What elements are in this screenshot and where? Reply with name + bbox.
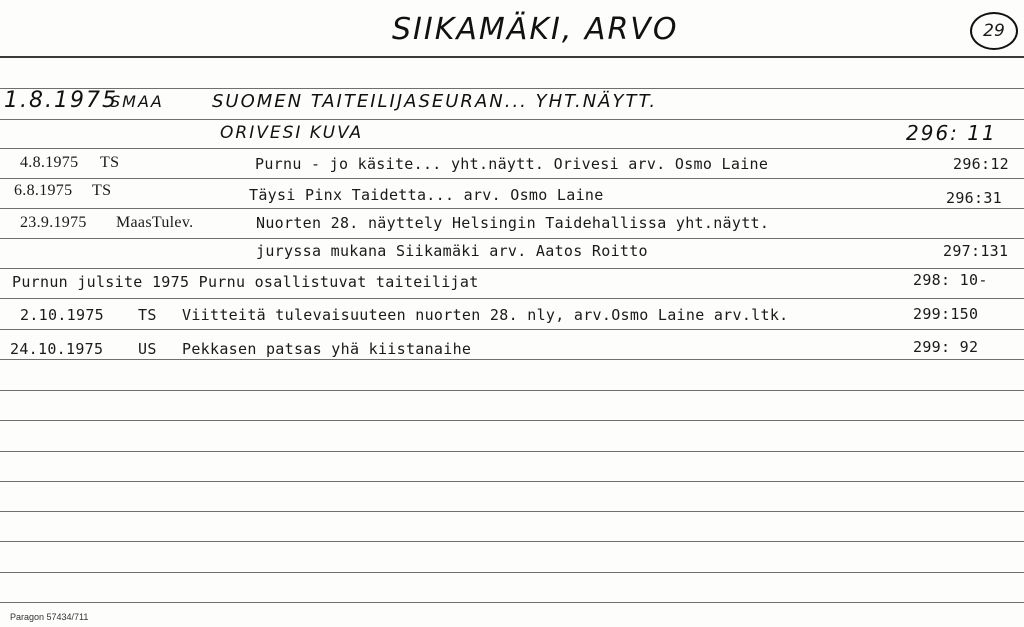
entry-7-text: Viitteitä tulevaisuuteen nuorten 28. nly, arv.Osmo Laine arv.ltk. bbox=[182, 306, 789, 324]
entry-0-source: SMAA bbox=[110, 92, 164, 111]
entry-2-ref: 296:12 bbox=[953, 155, 1009, 173]
entry-8-date: 24.10.1975 bbox=[10, 340, 104, 358]
entry-2-text: Purnu - jo käsite... yht.näytt. Orivesi arv. Osmo Laine bbox=[255, 155, 769, 173]
rule-line bbox=[0, 208, 1024, 209]
rule-line bbox=[0, 268, 1024, 269]
rule-line bbox=[0, 451, 1024, 452]
entry-8-text: Pekkasen patsas yhä kiistanaihe bbox=[182, 340, 472, 358]
entry-1-ref: 296: 11 bbox=[906, 121, 997, 145]
entry-4-text: Nuorten 28. näyttely Helsingin Taidehallissa yht.näytt. bbox=[256, 214, 770, 232]
entry-3-text: Täysi Pinx Taidetta... arv. Osmo Laine bbox=[249, 186, 604, 204]
card-footer: Paragon 57434/711 bbox=[10, 612, 89, 622]
rule-line bbox=[0, 119, 1024, 120]
rule-line bbox=[0, 481, 1024, 482]
rule-line bbox=[0, 298, 1024, 299]
entry-3-date: 6.8.1975 bbox=[14, 182, 73, 199]
entry-3-source: TS bbox=[92, 182, 112, 199]
rule-line bbox=[0, 511, 1024, 512]
entry-7-ref: 299:150 bbox=[913, 305, 979, 323]
entry-0-text: SUOMEN TAITEILIJASEURAN... YHT.NÄYTT. bbox=[212, 91, 658, 112]
entry-6-ref: 298: 10- bbox=[913, 271, 988, 289]
rule-line bbox=[0, 602, 1024, 603]
entry-4-date: 23.9.1975 bbox=[20, 214, 87, 231]
entry-7-date: 2.10.1975 bbox=[20, 306, 104, 324]
rule-line bbox=[0, 148, 1024, 149]
rule-line bbox=[0, 541, 1024, 542]
rule-line bbox=[0, 572, 1024, 573]
entry-2-source: TS bbox=[100, 154, 120, 171]
entry-0-date: 1.8.1975 bbox=[4, 88, 118, 113]
rule-line bbox=[0, 329, 1024, 330]
rule-line bbox=[0, 359, 1024, 360]
rule-line bbox=[0, 238, 1024, 239]
rule-line bbox=[0, 178, 1024, 179]
entry-8-ref: 299: 92 bbox=[913, 338, 979, 356]
card-title: SIIKAMÄKI, ARVO bbox=[392, 12, 679, 47]
entry-1-text: ORIVESI KUVA bbox=[220, 123, 364, 143]
rule-line bbox=[0, 420, 1024, 421]
entry-2-date: 4.8.1975 bbox=[20, 154, 79, 171]
entry-7-source: TS bbox=[138, 306, 157, 324]
entry-5-text: juryssa mukana Siikamäki arv. Aatos Roitto bbox=[256, 242, 648, 260]
entry-8-source: US bbox=[138, 340, 157, 358]
rule-line bbox=[0, 56, 1024, 58]
card-number: 29 bbox=[970, 12, 1018, 50]
rule-line bbox=[0, 390, 1024, 391]
entry-3-ref: 296:31 bbox=[946, 189, 1002, 207]
entry-5-ref: 297:131 bbox=[943, 242, 1009, 260]
entry-4-source: MaasTulev. bbox=[116, 214, 194, 231]
rule-line bbox=[0, 88, 1024, 89]
entry-6-text: Purnun julsite 1975 Purnu osallistuvat taiteilijat bbox=[12, 273, 479, 291]
